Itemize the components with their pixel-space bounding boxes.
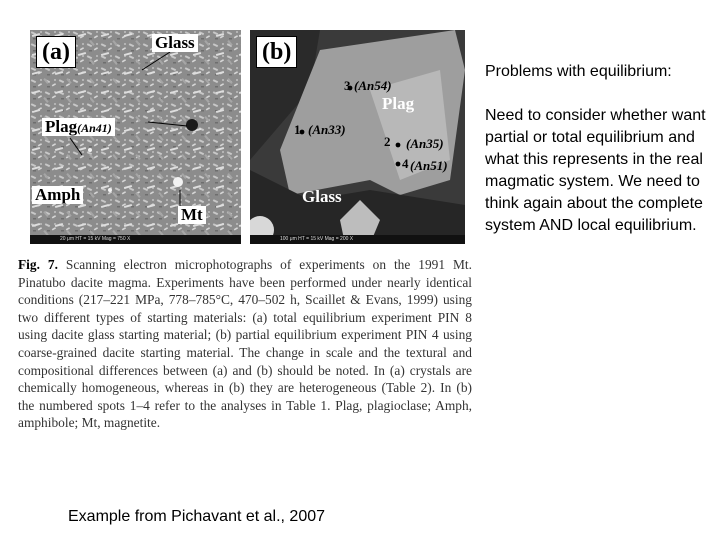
sem-image-b — [250, 30, 465, 244]
caption-label: Fig. 7. — [18, 257, 58, 272]
panel-a-tag: (a) — [36, 36, 76, 68]
label-glass-a: Glass — [152, 34, 198, 52]
spot-4-an: (An51) — [410, 158, 448, 173]
spot-1-num: 1 — [294, 122, 301, 137]
spot-2-num: 2 — [384, 134, 391, 149]
label-mt-a: Mt — [178, 206, 206, 224]
source-citation: Example from Pichavant et al., 2007 — [68, 508, 326, 525]
spot-2-an: (An35) — [406, 136, 444, 151]
notes-title: Problems with equilibrium: — [485, 63, 672, 80]
scale-bar-a: 20 μm HT = 15 kV Mag = 750 X — [30, 235, 241, 244]
sem-image-a — [30, 30, 241, 244]
label-plag-a: Plag(An41) — [42, 118, 115, 136]
scale-bar-b: 100 μm HT = 15 kV Mag = 200 X — [250, 235, 465, 244]
spot-3-an: (An54) — [354, 78, 392, 93]
caption-text: Scanning electron microphotographs of experiments on the 1991 Mt. Pinatubo dacite magma. Experiments have been performed under nearly identical conditions (217–221 MPa, 778–785°C, 470–502 h, Scaillet & Evans, 1999) using two different types of starting materials: (a) total equilibrium experiment PIN 8 using dacite glass starting material; (b) partial equilibrium experiment PIN 4 using coarse-grained dacite starting material. The change in scale and the textural and compositional differences between (a) and (b) should be noted. In (a) crystals are chemically homogeneous, whereas in (b) they are heterogeneous (Table 2). In (b) the numbered spots 1–4 refer to the analyses in Table 1. Plag, plagioclase; Amph, amphibole; Mt, magnetite. — [18, 257, 472, 431]
spot-3-num: 3 — [344, 78, 351, 93]
label-plag-b: Plag — [382, 94, 415, 113]
panel-b-tag: (b) — [256, 36, 297, 68]
spot-1-an: (An33) — [308, 122, 346, 137]
label-glass-b: Glass — [302, 187, 342, 206]
spot-4-num: 4 — [402, 156, 409, 171]
dark-crystal — [186, 119, 198, 131]
oxide-crystal — [173, 177, 183, 187]
label-amph-a: Amph — [32, 186, 83, 204]
notes-body: Need to consider whether want partial or total equilibrium and what this represents in the real magmatic system. We need to think again about the complete system AND local equilibrium. — [485, 107, 706, 234]
figure-caption — [18, 256, 472, 432]
